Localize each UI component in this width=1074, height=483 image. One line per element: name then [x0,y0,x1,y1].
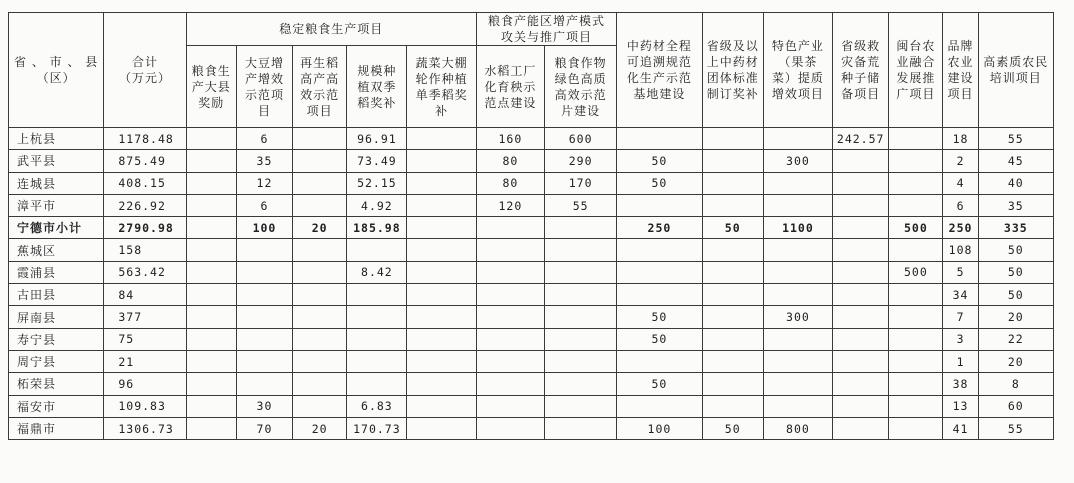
amount-cell: 50 [617,328,702,350]
region-name-cell: 福安市 [9,395,104,417]
amount-cell: 2 [943,150,978,172]
amount-cell [236,261,292,283]
amount-cell [833,150,889,172]
total-amount-cell: 563.42 [104,261,186,283]
amount-cell [763,239,832,261]
amount-cell [347,306,407,328]
amount-cell [407,239,476,261]
amount-cell [889,128,943,150]
amount-cell [889,306,943,328]
total-amount-cell: 96 [104,373,186,395]
amount-cell [833,417,889,439]
header-tcm-traceable: 中药材全程 可追溯规范 化生产示范 基地建设 [617,13,702,128]
amount-cell: 335 [978,217,1053,239]
amount-cell: 5 [943,261,978,283]
amount-cell: 55 [545,194,617,216]
amount-cell: 20 [293,217,347,239]
header-grain-county-reward: 粮食生 产大县 奖励 [186,46,236,128]
total-amount-cell: 875.49 [104,150,186,172]
amount-cell [889,239,943,261]
amount-cell [476,239,544,261]
amount-cell [236,350,292,372]
amount-cell: 170.73 [347,417,407,439]
amount-cell [763,194,832,216]
table-body [9,128,1054,440]
amount-cell [545,284,617,306]
amount-cell [545,306,617,328]
amount-cell [476,328,544,350]
amount-cell [763,172,832,194]
amount-cell: 20 [978,350,1053,372]
amount-cell: 1100 [763,217,832,239]
total-amount-cell: 1178.48 [104,128,186,150]
amount-cell: 73.49 [347,150,407,172]
amount-cell [545,328,617,350]
region-name-cell: 福鼎市 [9,417,104,439]
amount-cell [186,350,236,372]
amount-cell [293,172,347,194]
amount-cell: 50 [617,172,702,194]
amount-cell [293,350,347,372]
amount-cell [293,150,347,172]
amount-cell [186,239,236,261]
amount-cell [186,306,236,328]
amount-cell [347,239,407,261]
amount-cell [617,128,702,150]
amount-cell: 800 [763,417,832,439]
table-row [9,150,1054,172]
header-specialty: 特色产业 （果茶 菜）提质 增效项目 [763,13,832,128]
amount-cell [407,284,476,306]
amount-cell [702,261,763,283]
amount-cell: 40 [978,172,1053,194]
region-name-cell: 屏南县 [9,306,104,328]
amount-cell [889,194,943,216]
amount-cell [293,128,347,150]
amount-cell [293,373,347,395]
amount-cell [833,172,889,194]
amount-cell [186,417,236,439]
amount-cell [476,417,544,439]
amount-cell: 20 [293,417,347,439]
amount-cell: 500 [889,217,943,239]
table-row [9,284,1054,306]
amount-cell [476,217,544,239]
amount-cell [186,284,236,306]
amount-cell: 3 [943,328,978,350]
amount-cell [545,395,617,417]
amount-cell [186,395,236,417]
amount-cell: 50 [978,239,1053,261]
amount-cell [347,284,407,306]
amount-cell: 35 [978,194,1053,216]
total-amount-cell: 2790.98 [104,217,186,239]
header-seed-reserve: 省级救 灾备荒 种子储 备项目 [833,13,889,128]
amount-cell: 4.92 [347,194,407,216]
amount-cell: 80 [476,150,544,172]
amount-cell: 96.91 [347,128,407,150]
amount-cell [833,373,889,395]
region-name-cell: 上杭县 [9,128,104,150]
amount-cell [889,284,943,306]
amount-cell [476,261,544,283]
amount-cell [833,350,889,372]
amount-cell [186,328,236,350]
amount-cell: 45 [978,150,1053,172]
amount-cell [236,373,292,395]
amount-cell [186,261,236,283]
table-row [9,239,1054,261]
amount-cell [545,261,617,283]
amount-cell [833,217,889,239]
amount-cell [763,284,832,306]
amount-cell: 6 [943,194,978,216]
amount-cell [186,128,236,150]
amount-cell [763,395,832,417]
amount-cell [407,328,476,350]
amount-cell [833,194,889,216]
region-name-cell: 宁德市小计 [9,217,104,239]
amount-cell [407,306,476,328]
amount-cell [236,239,292,261]
amount-cell [347,350,407,372]
amount-cell [236,328,292,350]
total-amount-cell: 21 [104,350,186,372]
header-brand: 品牌 农业 建设 项目 [943,13,978,128]
header-ratoon-rice: 再生稻 高产高 效示范 项目 [293,46,347,128]
region-name-cell: 连城县 [9,172,104,194]
amount-cell: 6 [236,128,292,150]
header-greenhouse-rice: 蔬菜大棚 轮作种植 单季稻奖 补 [407,46,476,128]
region-name-cell: 柘荣县 [9,373,104,395]
header-group-capacity: 粮食产能区增产模式 攻关与推广项目 [476,13,617,46]
table-row [9,128,1054,150]
amount-cell: 50 [978,261,1053,283]
amount-cell [833,284,889,306]
total-amount-cell: 84 [104,284,186,306]
table-row [9,350,1054,372]
amount-cell: 7 [943,306,978,328]
amount-cell: 6.83 [347,395,407,417]
amount-cell [763,350,832,372]
header-green-crops: 粮食作物 绿色高质 高效示范 片建设 [545,46,617,128]
amount-cell [702,239,763,261]
table-row [9,261,1054,283]
amount-cell [236,306,292,328]
amount-cell [833,395,889,417]
amount-cell: 8 [978,373,1053,395]
region-name-cell: 古田县 [9,284,104,306]
total-amount-cell: 75 [104,328,186,350]
amount-cell: 6 [236,194,292,216]
amount-cell: 108 [943,239,978,261]
amount-cell [293,328,347,350]
amount-cell: 300 [763,150,832,172]
amount-cell: 120 [476,194,544,216]
amount-cell: 22 [978,328,1053,350]
header-soybean-demo: 大豆增 产增效 示范项 目 [236,46,292,128]
amount-cell [545,417,617,439]
amount-cell: 8.42 [347,261,407,283]
amount-cell [889,328,943,350]
region-name-cell: 漳平市 [9,194,104,216]
amount-cell [407,150,476,172]
amount-cell [617,395,702,417]
amount-cell [293,306,347,328]
amount-cell [545,350,617,372]
amount-cell [476,395,544,417]
amount-cell [702,306,763,328]
amount-cell [889,395,943,417]
amount-cell: 70 [236,417,292,439]
header-taiwan: 闽台农 业融合 发展推 广项目 [889,13,943,128]
amount-cell: 50 [702,417,763,439]
amount-cell: 600 [545,128,617,150]
total-amount-cell: 1306.73 [104,417,186,439]
amount-cell [833,239,889,261]
total-amount-cell: 158 [104,239,186,261]
total-amount-cell: 226.92 [104,194,186,216]
amount-cell [407,373,476,395]
amount-cell: 300 [763,306,832,328]
amount-cell [702,194,763,216]
amount-cell [545,239,617,261]
amount-cell: 50 [617,373,702,395]
amount-cell: 18 [943,128,978,150]
amount-cell [702,373,763,395]
amount-cell: 500 [889,261,943,283]
amount-cell [889,350,943,372]
amount-cell: 242.57 [833,128,889,150]
table-row [9,172,1054,194]
amount-cell: 60 [978,395,1053,417]
amount-cell [617,350,702,372]
amount-cell [617,261,702,283]
amount-cell [236,284,292,306]
amount-cell [763,373,832,395]
region-name-cell: 周宁县 [9,350,104,372]
amount-cell: 50 [617,306,702,328]
amount-cell [186,194,236,216]
amount-cell [702,284,763,306]
amount-cell: 35 [236,150,292,172]
table-row [9,395,1054,417]
amount-cell [407,217,476,239]
amount-cell [407,261,476,283]
amount-cell: 1 [943,350,978,372]
amount-cell: 55 [978,128,1053,150]
amount-cell [293,284,347,306]
amount-cell [702,128,763,150]
amount-cell: 50 [978,284,1053,306]
total-amount-cell: 377 [104,306,186,328]
amount-cell [702,150,763,172]
amount-cell: 170 [545,172,617,194]
amount-cell [833,261,889,283]
table-row [9,194,1054,216]
amount-cell [186,373,236,395]
amount-cell: 50 [702,217,763,239]
header-training: 高素质农民 培训项目 [978,13,1053,128]
amount-cell [347,373,407,395]
amount-cell: 4 [943,172,978,194]
region-name-cell: 蕉城区 [9,239,104,261]
amount-cell [763,128,832,150]
amount-cell [833,306,889,328]
amount-cell [702,328,763,350]
amount-cell [476,373,544,395]
amount-cell: 20 [978,306,1053,328]
amount-cell [476,306,544,328]
amount-cell [293,194,347,216]
table-row [9,417,1054,439]
amount-cell [407,417,476,439]
amount-cell [763,261,832,283]
header-region: 省 、 市 、 县 （区） [9,13,104,128]
funding-allocation-table [8,12,1054,440]
amount-cell: 41 [943,417,978,439]
amount-cell: 12 [236,172,292,194]
header-tcm-standard: 省级及以 上中药材 团体标准 制订奖补 [702,13,763,128]
header-double-rice: 规模种 植双季 稻奖补 [347,46,407,128]
amount-cell: 30 [236,395,292,417]
amount-cell: 50 [617,150,702,172]
amount-cell: 38 [943,373,978,395]
amount-cell: 160 [476,128,544,150]
amount-cell: 100 [236,217,292,239]
amount-cell [833,328,889,350]
amount-cell [889,417,943,439]
header-rice-factory: 水稻工厂 化育秧示 范点建设 [476,46,544,128]
amount-cell [617,239,702,261]
amount-cell: 250 [943,217,978,239]
amount-cell: 55 [978,417,1053,439]
amount-cell [293,261,347,283]
amount-cell [407,350,476,372]
header-total: 合计 （万元） [104,13,186,128]
table-row [9,373,1054,395]
amount-cell [293,395,347,417]
amount-cell: 185.98 [347,217,407,239]
amount-cell [186,172,236,194]
amount-cell [702,172,763,194]
amount-cell: 13 [943,395,978,417]
amount-cell [347,328,407,350]
table-row [9,217,1054,239]
total-amount-cell: 109.83 [104,395,186,417]
amount-cell [186,150,236,172]
header-group-grain: 稳定粮食生产项目 [186,13,476,46]
amount-cell: 290 [545,150,617,172]
amount-cell [407,194,476,216]
amount-cell [889,172,943,194]
amount-cell [407,128,476,150]
amount-cell [407,172,476,194]
amount-cell [889,373,943,395]
region-name-cell: 霞浦县 [9,261,104,283]
amount-cell [617,284,702,306]
amount-cell [702,350,763,372]
amount-cell [407,395,476,417]
amount-cell [617,194,702,216]
amount-cell: 100 [617,417,702,439]
table-row [9,328,1054,350]
amount-cell: 250 [617,217,702,239]
amount-cell [293,239,347,261]
amount-cell: 80 [476,172,544,194]
amount-cell [763,328,832,350]
amount-cell: 34 [943,284,978,306]
region-name-cell: 寿宁县 [9,328,104,350]
amount-cell [889,150,943,172]
amount-cell [476,350,544,372]
amount-cell [186,217,236,239]
amount-cell [702,395,763,417]
amount-cell [476,284,544,306]
amount-cell: 52.15 [347,172,407,194]
amount-cell [545,217,617,239]
total-amount-cell: 408.15 [104,172,186,194]
region-name-cell: 武平县 [9,150,104,172]
amount-cell [545,373,617,395]
table-row [9,306,1054,328]
